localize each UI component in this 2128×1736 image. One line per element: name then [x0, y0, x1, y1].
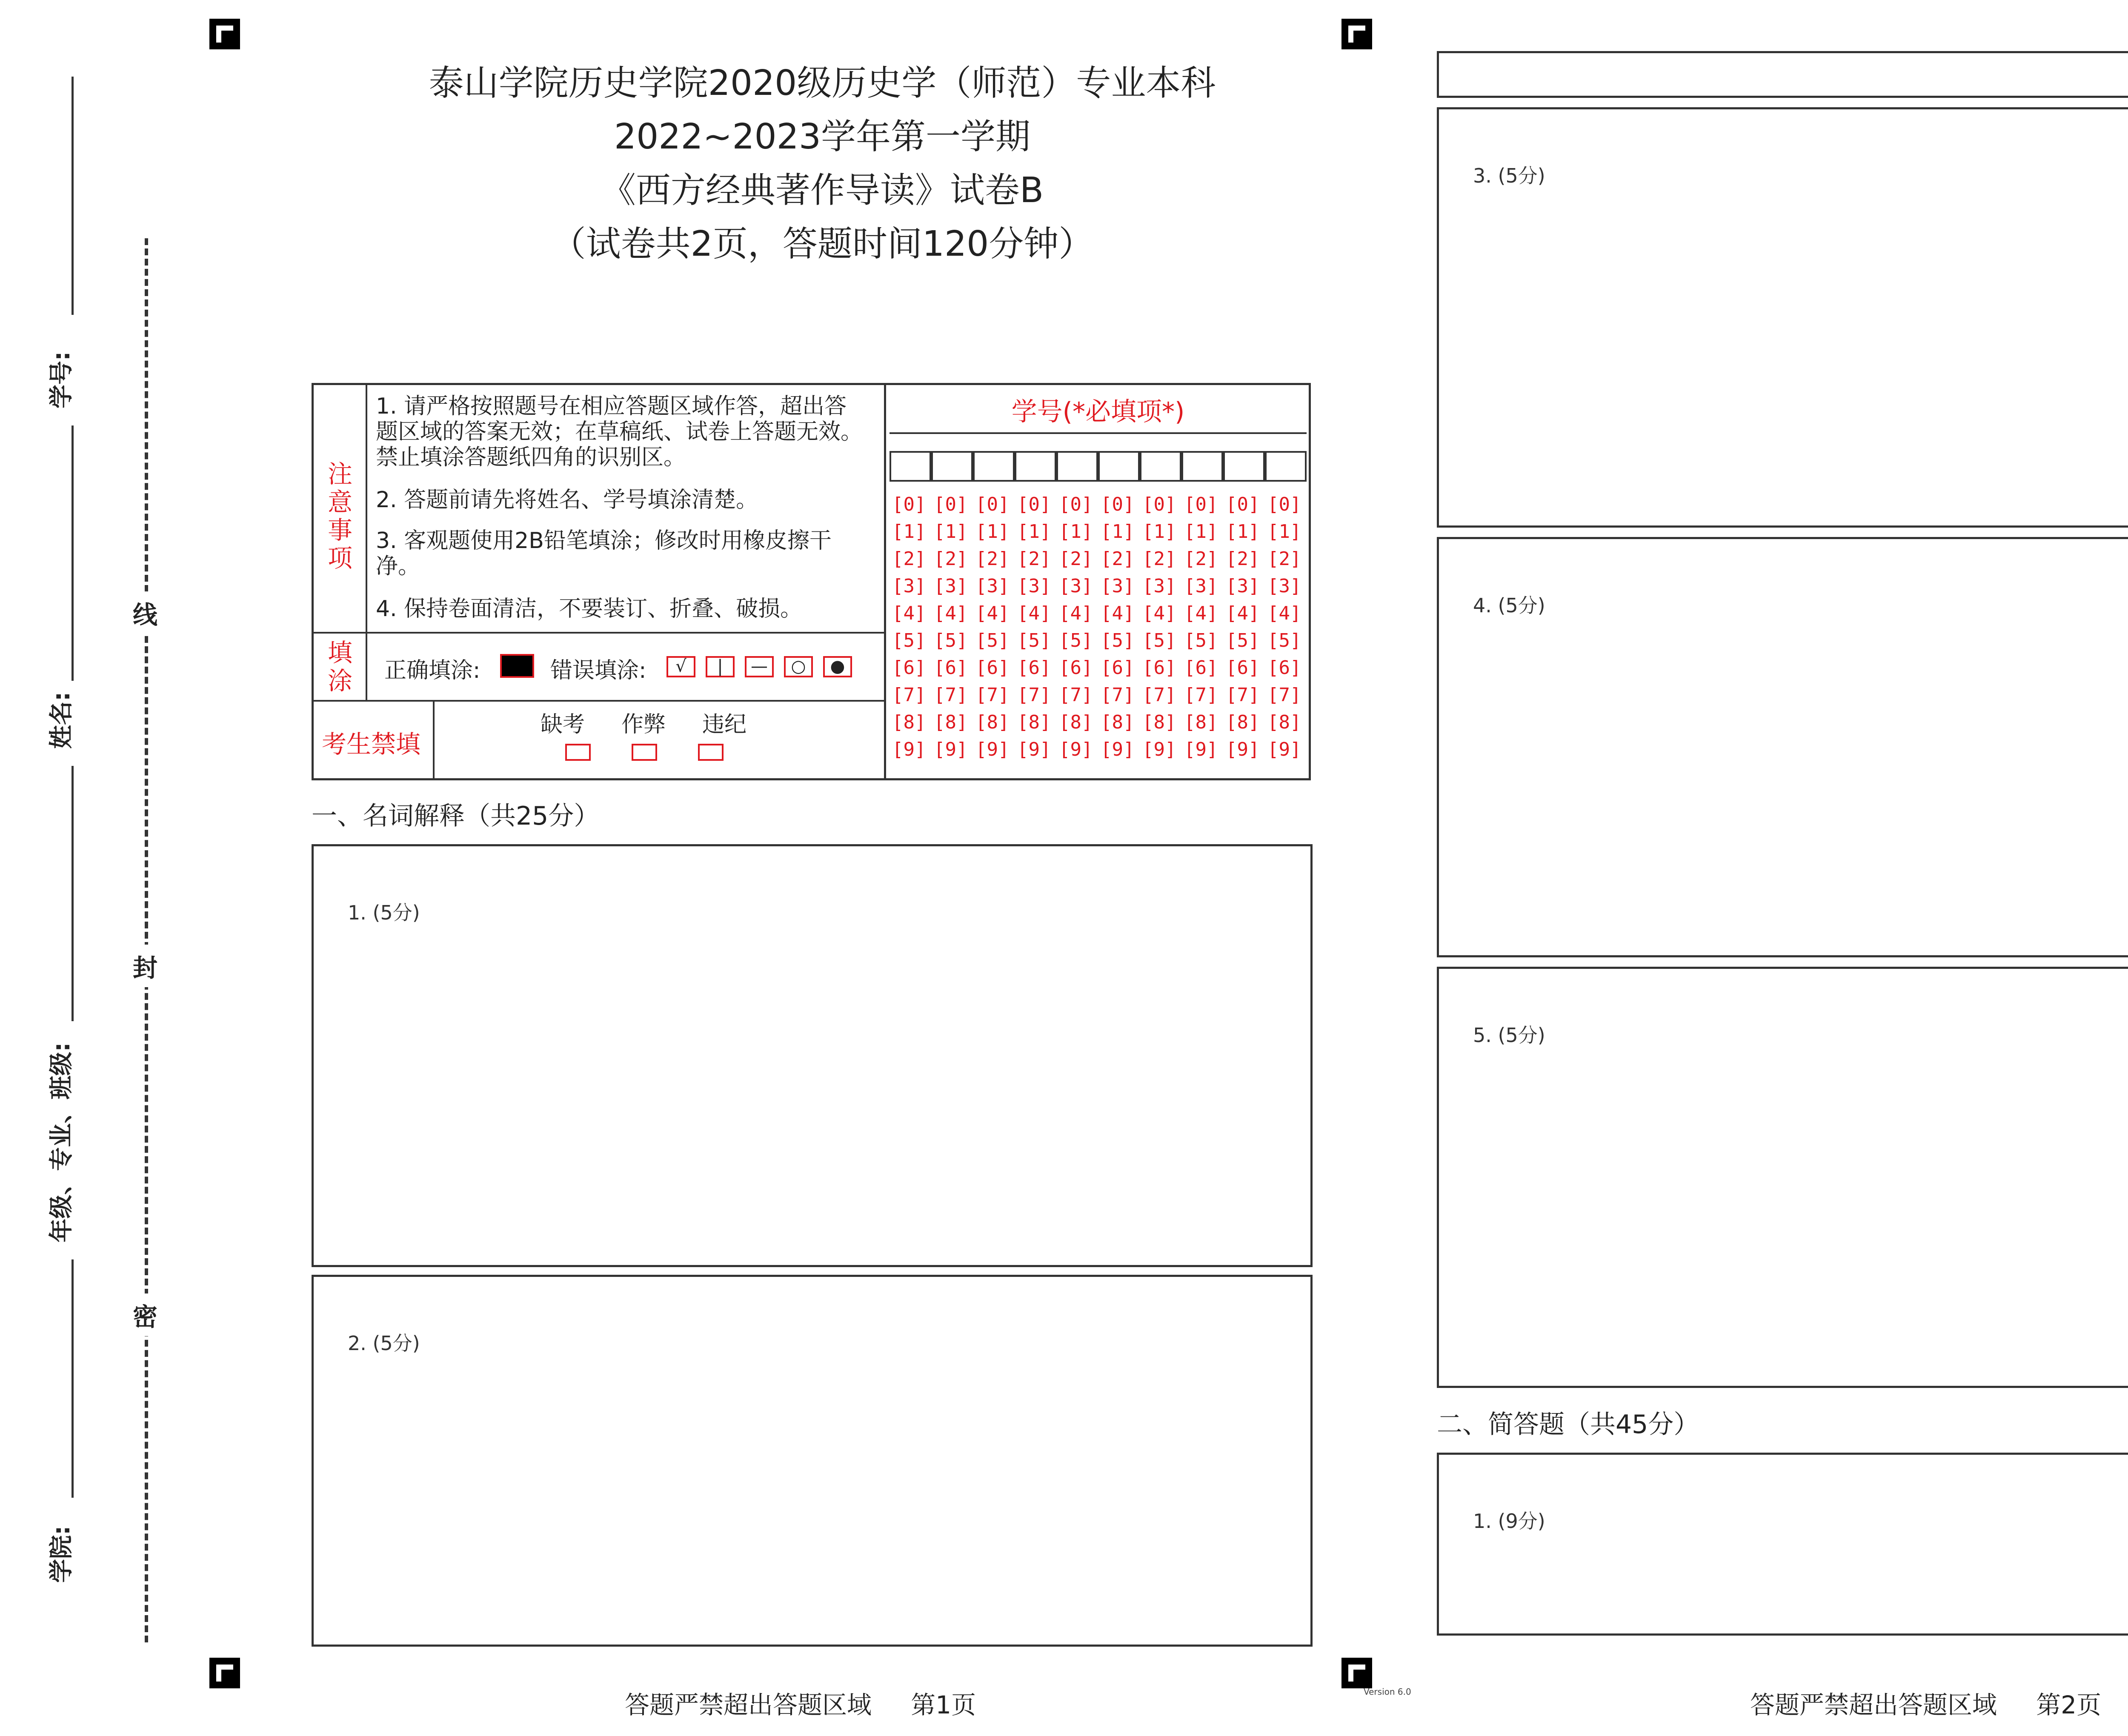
student-id-bubble[interactable]: [7] [892, 684, 926, 706]
student-id-bubble[interactable]: [6] [1059, 657, 1093, 679]
student-id-entry-cell[interactable] [973, 451, 1015, 482]
student-id-bubble[interactable]: [7] [975, 684, 1010, 706]
question-label-q1: 1. (5分) [348, 901, 420, 924]
student-id-bubble[interactable]: [3] [1226, 575, 1260, 597]
student-id-entry-cell[interactable] [1015, 451, 1056, 482]
divider-notice-title [366, 385, 367, 700]
question-label-q3: 3. (5分) [1473, 164, 1545, 187]
student-id-bubble[interactable]: [9] [975, 739, 1010, 760]
student-id-entry-cell[interactable] [890, 451, 931, 482]
wrong-fill-dot: ● [823, 656, 852, 677]
notice-title [326, 460, 354, 572]
student-id-bubble[interactable]: [5] [934, 630, 968, 651]
student-id-bubble[interactable]: [7] [1017, 684, 1051, 706]
student-id-entry-cell[interactable] [1140, 451, 1181, 482]
student-id-bubble[interactable]: [7] [934, 684, 968, 706]
student-id-bubble[interactable]: [5] [892, 630, 926, 651]
exam-title-line1: 泰山学院历史学院2020级历史学（师范）专业本科 [429, 63, 1216, 103]
student-id-bubble-grid [890, 494, 1311, 766]
student-id-bubble[interactable]: [6] [934, 657, 968, 679]
correct-fill-sample [500, 654, 534, 678]
student-id-bubble[interactable]: [0] [1226, 494, 1260, 515]
corner-marker-top-center [1341, 19, 1372, 49]
student-id-bubble[interactable]: [9] [1142, 739, 1176, 760]
student-id-bubble[interactable]: [2] [975, 548, 1010, 570]
student-id-bubble[interactable]: [9] [1101, 739, 1135, 760]
student-id-bubble[interactable]: [3] [1017, 575, 1051, 597]
answer-box-q5[interactable] [1437, 967, 2128, 1388]
seal-char-line: 线 [133, 591, 157, 634]
answer-box-q2[interactable] [312, 1275, 1313, 1647]
student-id-bubble[interactable]: [8] [1059, 711, 1093, 733]
student-id-bubble[interactable]: [9] [1184, 739, 1218, 760]
corner-marker-bottom-center [1341, 1658, 1372, 1688]
wrong-fill-bar: | [706, 656, 735, 677]
forbidden-absent-label: 缺考 [541, 712, 585, 737]
correct-fill-label: 正确填涂: [384, 658, 481, 683]
corner-marker-bottom-left-p1 [209, 1658, 240, 1688]
student-id-bubble[interactable]: [0] [1101, 494, 1135, 515]
student-id-entry-cell[interactable] [1223, 451, 1265, 482]
student-id-bubble[interactable]: [5] [1142, 630, 1176, 651]
answer-box-q1[interactable] [312, 844, 1313, 1267]
student-id-bubble[interactable]: [9] [1059, 739, 1093, 760]
student-id-bubble[interactable]: [2] [1226, 548, 1260, 570]
exam-title-line2: 2022~2023学年第一学期 [614, 117, 1031, 157]
student-id-bubble[interactable]: [8] [1017, 711, 1051, 733]
student-id-bubble[interactable]: [3] [1059, 575, 1093, 597]
student-id-bubble[interactable]: [6] [892, 657, 926, 679]
student-id-bubble[interactable]: [6] [1142, 657, 1176, 679]
wrong-fill-check: √ [666, 656, 695, 677]
seal-char-secret: 密 [133, 1293, 157, 1336]
name-label: 姓名: [48, 691, 75, 749]
student-id-bubble[interactable]: [6] [1267, 657, 1301, 679]
student-id-bubble[interactable]: [3] [934, 575, 968, 597]
notice-item-2: 2. 答题前请先将姓名、学号填涂清楚。 [376, 487, 758, 513]
forbidden-cheat-label: 作弊 [621, 712, 666, 737]
student-id-bubble[interactable]: [4] [1142, 602, 1176, 624]
wrong-fill-circle: ○ [784, 656, 813, 677]
student-id-bubble[interactable]: [1] [892, 521, 926, 542]
student-id-bubble[interactable]: [0] [1142, 494, 1176, 515]
student-id-title: 学号(*必填项*) [1011, 397, 1185, 427]
wrong-fill-dash: — [745, 656, 774, 677]
student-id-bubble[interactable]: [5] [1226, 630, 1260, 651]
student-id-bubble[interactable]: [7] [1267, 684, 1301, 706]
student-id-bubble[interactable]: [7] [1226, 684, 1260, 706]
student-id-bubble[interactable]: [1] [1017, 521, 1051, 542]
student-id-bubble[interactable]: [8] [1101, 711, 1135, 733]
student-id-bubble[interactable]: [4] [1059, 602, 1093, 624]
student-id-bubble[interactable]: [4] [975, 602, 1010, 624]
student-id-bubble[interactable]: [8] [1267, 711, 1301, 733]
student-id-entry-cell[interactable] [931, 451, 973, 482]
student-id-bubble[interactable]: [0] [1267, 494, 1301, 515]
student-id-bubble[interactable]: [8] [1226, 711, 1260, 733]
student-id-bubble[interactable]: [2] [1101, 548, 1135, 570]
notice-title-char: 事 [327, 516, 352, 545]
student-id-bubble[interactable]: [8] [1142, 711, 1176, 733]
notice-title-char: 意 [327, 488, 352, 517]
section1-title: 一、名词解释（共25分） [312, 801, 600, 831]
divider-forbidden [433, 700, 435, 778]
student-id-bubble[interactable]: [1] [1226, 521, 1260, 542]
question-label-s2-q1: 1. (9分) [1473, 1510, 1545, 1533]
student-id-bubble[interactable]: [9] [934, 739, 968, 760]
college-line [72, 1259, 74, 1498]
student-id-bubble[interactable]: [5] [1184, 630, 1218, 651]
answer-box-q3[interactable] [1437, 107, 2128, 528]
student-id-bubble[interactable]: [2] [1142, 548, 1176, 570]
exam-title-line3: 《西方经典著作导读》试卷B [601, 170, 1044, 211]
student-id-bubble[interactable]: [6] [1017, 657, 1051, 679]
student-id-bubble[interactable]: [9] [892, 739, 926, 760]
student-id-entry-cell[interactable] [1265, 451, 1307, 482]
notice-title-char: 注 [327, 460, 352, 488]
answer-box-s2-q1[interactable] [1437, 1453, 2128, 1636]
page2-footer: 答题严禁超出答题区域 第2页 [1750, 1690, 2102, 1719]
name-line [72, 425, 74, 681]
notice-item-1: 1. 请严格按照题号在相应答题区域作答，超出答题区域的答案无效；在草稿纸、试卷上答题无效。禁止填涂答题纸四角的识别区。 [376, 394, 863, 470]
college-label: 学院: [48, 1525, 75, 1583]
class-line [72, 766, 74, 1021]
student-id-bubble[interactable]: [4] [1184, 602, 1218, 624]
notice-title-char: 项 [327, 544, 352, 573]
student-id-entry-cell[interactable] [1098, 451, 1140, 482]
student-id-bubble[interactable]: [0] [934, 494, 968, 515]
student-id-bubble[interactable]: [3] [1101, 575, 1135, 597]
class-label: 年级、专业、班级: [48, 1042, 75, 1242]
student-id-bubble[interactable]: [4] [1017, 602, 1051, 624]
student-id-bubble[interactable]: [4] [1226, 602, 1260, 624]
student-id-bubble[interactable]: [5] [1017, 630, 1051, 651]
student-id-bubble[interactable]: [8] [975, 711, 1010, 733]
student-id-bubble[interactable]: [4] [1101, 602, 1135, 624]
forbidden-violation-box[interactable] [698, 744, 724, 761]
section2-title: 二、简答题（共45分） [1437, 1410, 1699, 1439]
student-id-bubble[interactable]: [0] [1017, 494, 1051, 515]
divider-fill-bottom [314, 700, 884, 702]
fill-title [326, 639, 354, 695]
student-id-bubble[interactable]: [1] [1184, 521, 1218, 542]
corner-marker-top-left-p1 [209, 19, 240, 49]
student-id-bubble[interactable]: [5] [1059, 630, 1093, 651]
forbidden-label: 考生禁填 [322, 730, 421, 759]
student-id-bubble[interactable]: [1] [1142, 521, 1176, 542]
student-id-bubble[interactable]: [7] [1059, 684, 1093, 706]
student-id-bubble[interactable]: [2] [1267, 548, 1301, 570]
student-id-bubble[interactable]: [0] [892, 494, 926, 515]
student-id-bubble[interactable]: [1] [1267, 521, 1301, 542]
student-id-bubble[interactable]: [0] [1184, 494, 1218, 515]
student-id-bubble[interactable]: [5] [975, 630, 1010, 651]
student-id-bubble[interactable]: [5] [1101, 630, 1135, 651]
student-id-bubble[interactable]: [2] [1017, 548, 1051, 570]
page1-footer: 答题严禁超出答题区域 第1页 [625, 1690, 976, 1719]
student-id-bubble[interactable]: [2] [1184, 548, 1218, 570]
question-label-q4: 4. (5分) [1473, 594, 1545, 617]
student-id-bubble[interactable]: [2] [892, 548, 926, 570]
student-id-entry-cell[interactable] [1056, 451, 1098, 482]
question-label-q2: 2. (5分) [348, 1332, 420, 1355]
student-id-bubble[interactable]: [1] [1059, 521, 1093, 542]
student-id-bubble[interactable]: [4] [934, 602, 968, 624]
forbidden-cheat-box[interactable] [632, 744, 657, 761]
student-id-bubble[interactable]: [3] [975, 575, 1010, 597]
student-id-bubble[interactable]: [3] [1184, 575, 1218, 597]
fill-title-char: 涂 [327, 666, 352, 695]
student-id-bubble[interactable]: [7] [1142, 684, 1176, 706]
student-id-bubble[interactable]: [1] [1101, 521, 1135, 542]
student-id-title-underline [890, 432, 1307, 434]
student-id-bubble[interactable]: [6] [1226, 657, 1260, 679]
student-id-line [72, 77, 74, 315]
student-id-bubble[interactable]: [6] [975, 657, 1010, 679]
student-id-bubble[interactable]: [6] [1101, 657, 1135, 679]
notice-item-4: 4. 保持卷面清洁，不要装订、折叠、破损。 [376, 596, 803, 622]
student-id-entry-cell[interactable] [1181, 451, 1223, 482]
student-id-bubble[interactable]: [7] [1184, 684, 1218, 706]
notice-item-3: 3. 客观题使用2B铅笔填涂；修改时用橡皮擦干净。 [376, 528, 832, 579]
exam-title-line4: （试卷共2页，答题时间120分钟） [551, 224, 1094, 264]
student-id-bubble[interactable]: [9] [1017, 739, 1051, 760]
header-blank-box-p2 [1437, 51, 2128, 98]
student-id-bubble[interactable]: [4] [1267, 602, 1301, 624]
student-id-bubble[interactable]: [3] [1267, 575, 1301, 597]
question-label-q5: 5. (5分) [1473, 1024, 1545, 1047]
answer-box-q4[interactable] [1437, 537, 2128, 957]
fill-title-char: 填 [327, 638, 352, 667]
divider-vertical-main [884, 385, 886, 778]
forbidden-absent-box[interactable] [565, 744, 591, 761]
student-id-bubble[interactable]: [3] [892, 575, 926, 597]
student-id-bubble[interactable]: [9] [1226, 739, 1260, 760]
student-id-label: 学号: [48, 351, 75, 408]
student-id-bubble[interactable]: [8] [1184, 711, 1218, 733]
student-id-bubble[interactable]: [0] [975, 494, 1010, 515]
student-id-bubble[interactable]: [9] [1267, 739, 1301, 760]
seal-dashed-line [145, 238, 148, 1642]
student-id-bubble[interactable]: [5] [1267, 630, 1301, 651]
student-id-bubble[interactable]: [6] [1184, 657, 1218, 679]
student-id-bubble[interactable]: [1] [975, 521, 1010, 542]
student-id-bubble[interactable]: [0] [1059, 494, 1093, 515]
student-id-bubble[interactable]: [2] [1059, 548, 1093, 570]
student-id-bubble[interactable]: [7] [1101, 684, 1135, 706]
student-id-bubble[interactable]: [4] [892, 602, 926, 624]
student-id-entry-row [890, 451, 1307, 482]
divider-notice-bottom [314, 632, 884, 634]
seal-char-seal: 封 [133, 945, 157, 987]
student-id-bubble[interactable]: [3] [1142, 575, 1176, 597]
student-id-bubble[interactable]: [8] [892, 711, 926, 733]
wrong-fill-label: 错误填涂: [550, 658, 646, 683]
student-id-bubble[interactable]: [1] [934, 521, 968, 542]
student-id-bubble[interactable]: [8] [934, 711, 968, 733]
version-label: Version 6.0 [1364, 1687, 1411, 1697]
student-id-bubble[interactable]: [2] [934, 548, 968, 570]
forbidden-violation-label: 违纪 [702, 712, 747, 737]
